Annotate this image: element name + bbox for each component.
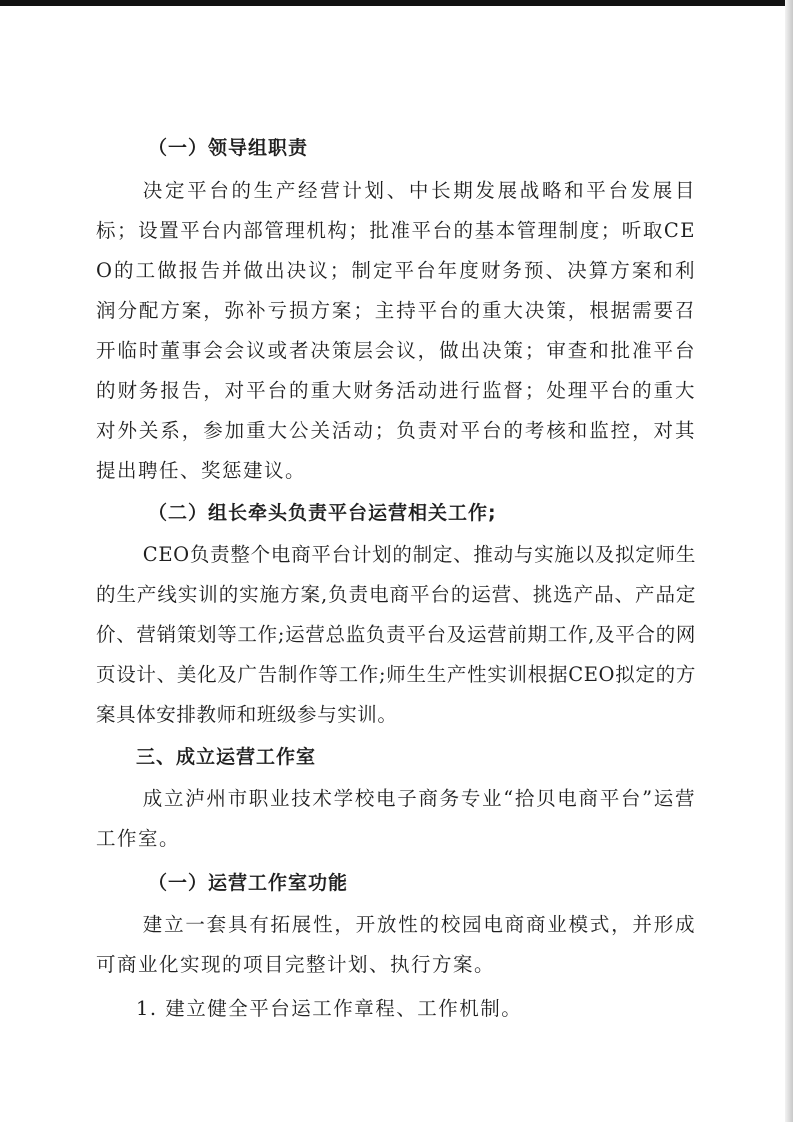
scan-top-border — [0, 0, 793, 6]
section-heading-1: （一）领导组职责 — [148, 137, 309, 159]
section-heading-4: （一）运营工作室功能 — [148, 872, 349, 894]
scan-right-edge — [785, 0, 793, 1122]
section-paragraph-3: 成立泸州市职业技术学校电子商务专业“拾贝电商平台”运营工作室。 — [96, 787, 696, 850]
section-heading-3: 三、成立运营工作室 — [136, 746, 317, 768]
section-heading-2: （二）组长牵头负责平台运营相关工作; — [148, 502, 497, 524]
document-page — [96, 128, 696, 1029]
section-paragraph-4: 建立一套具有拓展性，开放性的校园电商商业模式，并形成可商业化实现的项目完整计划、执行方案。 — [96, 913, 696, 976]
section-paragraph-1: 决定平台的生产经营计划、中长期发展战略和平台发展目标；设置平台内部管理机构；批准平台的基本管理制度；听取CEO的工做报告并做出决议；制定平台年度财务预、决算方案和利润分配方案，弥补亏损方案；主持平台的重大决策，根据需要召开临时董事会会议或者决策层会议，做出决策；审查和批准平台的财务报告，对平台的重大财务活动进行监督；处理平台的重大对外关系，参加重大公关活动；负责对平台的考核和监控，对其提出聘任、奖惩建议。 — [96, 179, 696, 482]
list-item-1: 1. 建立健全平台运工作章程、工作机制。 — [136, 997, 523, 1020]
section-paragraph-2: CEO负责整个电商平台计划的制定、推动与实施以及拟定师生的生产线实训的实施方案,负责电商平台的运营、挑选产品、产品定价、营销策划等工作;运营总监负责平台及运营前期工作,及平合的网页设计、美化及广告制作等工作;师生生产性实训根据CEO拟定的方案具体安排教师和班级参与实训。 — [96, 543, 696, 726]
